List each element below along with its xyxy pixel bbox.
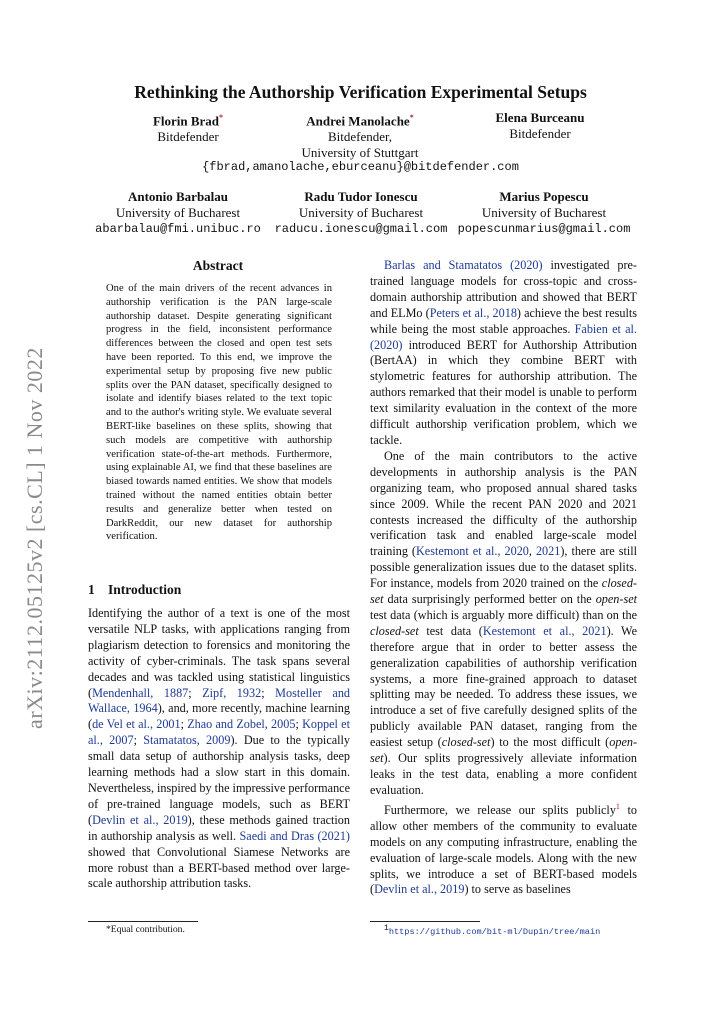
author-name: Elena Burceanu [495, 110, 585, 125]
author-affiliation: University of Bucharest [298, 205, 424, 220]
section-heading [88, 582, 181, 598]
citation-link[interactable]: Zipf, 1932 [202, 685, 262, 700]
footnote-equal-contribution: *Equal contribution. [106, 924, 185, 935]
author-affiliation: Bitdefender [157, 129, 219, 145]
citation-link[interactable]: Saedi and Dras (2021) [239, 828, 350, 843]
citation-link[interactable]: Mosteller and Wallace, 1964 [88, 685, 351, 716]
author-affiliation: University of Bucharest [115, 205, 241, 220]
citation-link[interactable]: 2021 [535, 544, 561, 559]
author-3 [470, 110, 610, 142]
author-email: raducu.ionescu@gmail.com [274, 222, 448, 236]
arxiv-identifier: arXiv:2112.05125v2 [cs.CL] 1 Nov 2022 [22, 347, 47, 729]
citation-link[interactable]: Kestemont et al., 2020 [415, 544, 529, 559]
citation-link[interactable]: Peters et al., 2018 [429, 305, 517, 320]
author-name: Antonio Barbalau [127, 189, 229, 204]
paper-title: Rethinking the Authorship Verification Experimental Setups [134, 82, 587, 102]
abstract-heading: Abstract [192, 258, 244, 273]
author-affiliation: University of Stuttgart [301, 145, 419, 161]
author-affiliation: University of Bucharest [481, 205, 607, 220]
intro-paragraphs-right: Barlas and Stamatatos (2020) investigated pre-trained language models for cross-topic and cross-domain authorship attribution and showed that BERT and ELMo (Peters et al., 2018) achieve the best results while being the most stable approaches. Fabien et al. (2020) introduced BERT for Authorship Attribution (BertAA) in which they combine BERT with stylometric features for authorship attribution. The authors remarked that their model is unable to perform text similarity evaluation in the context of the more difficult authorship verification problem, which we tackle. One of the main contributors to the active developments in authorship analysis is the PAN organizing team, who proposed annual shared tasks since 2009. While the recent PAN 2020 and 2021 contests increased the difficulty of the authorship verification task and enabled large-scale model training (Kestemont et al., 2020, 2021), there are still possible generalization issues due to the dataset splits. For instance, models from 2020 trained on the closed-set data surprisingly performed better on the open-set test data (which is arguably more difficult) than on the closed-set test data (Kestemont et al., 2021). We therefore argue that in order to better assess the generalization capabilities of authorship verification systems, a more fine-grained approach to dataset splitting may be needed. To address these issues, we introduce a set of five carefully designed splits of the publicly available PAN dataset, ranging from the easiest setup (closed-set) to the most difficult (open-set). Our splits progressively alleviate information leaks in the test data, enabling a more confident evaluation. Furthermore, we release our splits publicly$^1$ to allow other members of the community to evaluate models on any computing infrastructure, enabling the evaluation of large-scale models. Along with the new splits, we introduce a set of BERT-based models (Devlin et al., 2019) to serve as baselines [370, 258, 637, 897]
footnote-marker[interactable]: 1 [615, 801, 620, 811]
footnote-url[interactable] [384, 924, 600, 937]
author-6 [452, 189, 636, 237]
footnote-rule [88, 921, 198, 922]
author-name: Marius Popescu [499, 189, 589, 204]
citation-link[interactable]: Koppel et al., 2007 [88, 717, 350, 748]
footnote-rule [370, 921, 480, 922]
citation-link[interactable]: Fabien et al. (2020) [370, 321, 637, 352]
citation-link[interactable]: Devlin et al., 2019 [92, 812, 188, 827]
author-email: abarbalau@fmi.unibuc.ro [95, 222, 261, 236]
author-email: popescunmarius@gmail.com [457, 222, 631, 236]
equal-contribution-mark: * [409, 113, 414, 122]
footnote-marker: 1 [384, 924, 389, 933]
arxiv-sidebar [20, 318, 50, 758]
citation-link[interactable]: Barlas and Stamatatos (2020) [384, 258, 543, 272]
section-number: 1 [88, 582, 95, 597]
citation-link[interactable]: Devlin et al., 2019 [374, 882, 465, 897]
author-name: Radu Tudor Ionescu [304, 189, 418, 204]
citation-link[interactable]: de Vel et al., 2001 [92, 717, 181, 732]
abstract-text: One of the main drivers of the recent advances in authorship verification is the PAN large-scale authorship dataset. Despite generating significant progress in the field, inconsistent performance differences between the closed and open test sets have been reported. To this end, we improve the experimental setup by proposing five new public splits over the PAN dataset, specifically designed to isolate and identify biases related to the text topic and to the author's writing style. We evaluate several BERT-like baselines on these splits, showing that such models are competitive with authorship verification state-of-the-art methods. Furthermore, using explainable AI, we find that these baselines are biased towards named entities. We show that models trained without the named entities obtain better results and generalize better when tested on DarkReddit, our new dataset for authorship verification. [106, 283, 332, 543]
citation-link[interactable]: Mendenhall, 1887 [92, 685, 189, 700]
github-link[interactable]: https://github.com/bit-ml/Dupin/tree/main [388, 926, 601, 937]
author-1 [118, 110, 258, 145]
citation-link[interactable]: Kestemont et al., 2021 [482, 623, 607, 638]
author-5 [268, 189, 454, 237]
author-emails: {fbrad,amanolache,eburceanu}@bitdefender.com [202, 160, 519, 174]
intro-paragraph-left: Identifying the author of a text is one of the most versatile NLP tasks, with applications ranging from plagiarism detection to forensics and monitoring the activity of cyber-criminals. The task spans several decades and was tackled using statistical linguistics (Mendenhall, 1887; Zipf, 1932; Mosteller and Wallace, 1964), and, more recently, machine learning (de Vel et al., 2001; Zhao and Zobel, 2005; Koppel et al., 2007; Stamatatos, 2009). Due to the typically small data setup of authorship analysis tasks, deep learning methods had a slow start in this domain. Nevertheless, inspired by the impressive performance of pre-trained language models, such as BERT (Devlin et al., 2019), these methods gained traction in authorship analysis as well. Saedi and Dras (2021) showed that Convolutional Siamese Networks are more robust than a BERT-based method over large-scale authorship attribution tasks. [88, 606, 351, 891]
author-4 [88, 189, 268, 237]
author-name: Florin Brad [152, 113, 220, 129]
section-title: Introduction [108, 582, 182, 597]
equal-contribution-mark: * [219, 113, 224, 122]
citation-link[interactable]: Stamatatos, 2009 [143, 733, 231, 748]
author-name: Andrei Manolache [306, 113, 410, 129]
author-2 [280, 110, 440, 161]
author-affiliation: Bitdefender, [327, 129, 393, 145]
citation-link[interactable]: Zhao and Zobel, 2005 [187, 717, 296, 732]
author-affiliation: Bitdefender [509, 126, 571, 141]
